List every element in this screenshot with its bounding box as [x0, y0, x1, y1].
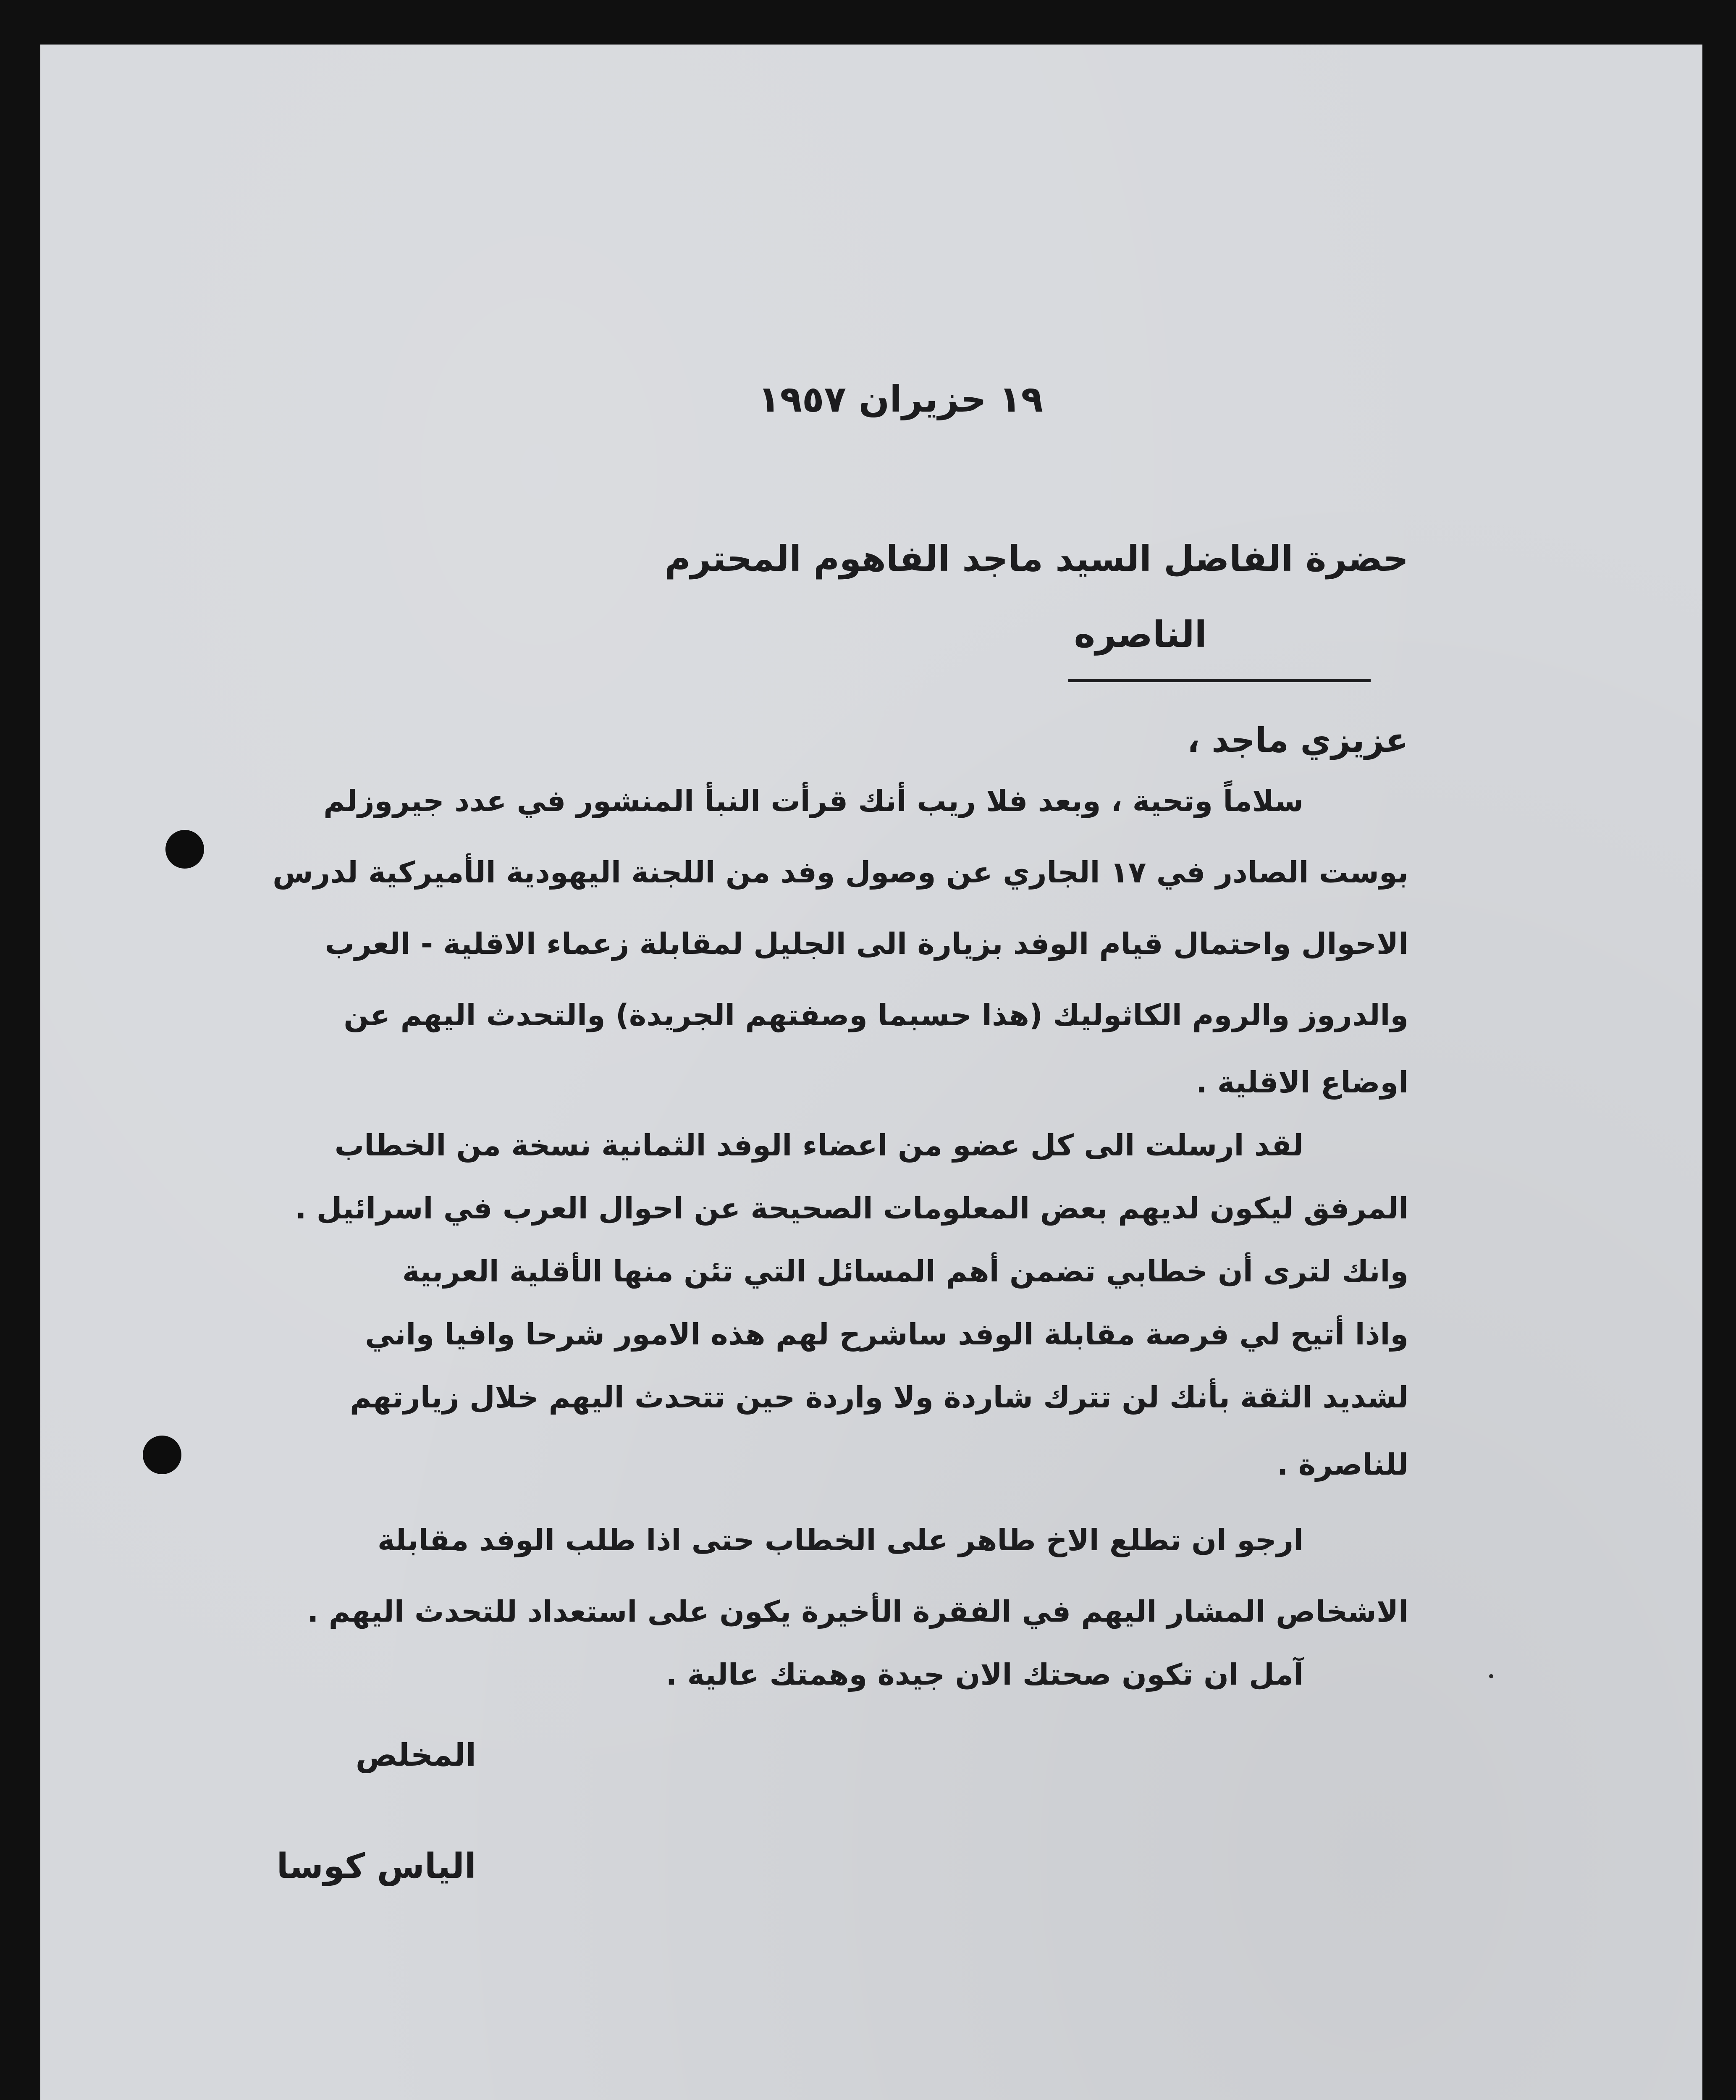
body-line: اوضاع الاقلية .	[1196, 1065, 1408, 1100]
body-line: واذا أتيح لي فرصة مقابلة الوفد ساشرح لهم هذه الامور شرحا وافيا واني	[365, 1317, 1408, 1352]
salutation: عزيزي ماجد ،	[1187, 721, 1408, 760]
recipient-city: الناصره	[1074, 614, 1207, 656]
body-line: لشديد الثقة بأنك لن تترك شاردة ولا واردة حين تتحدث اليهم خلال زيارتهم	[350, 1380, 1408, 1415]
body-line: لقد ارسلت الى كل عضو من اعضاء الوفد الثمانية نسخة من الخطاب	[334, 1128, 1303, 1163]
ink-speck	[1489, 1674, 1493, 1678]
signature: الياس كوسا	[276, 1846, 476, 1886]
punch-hole-top	[165, 830, 204, 869]
letter-date: ١٩ حزيران ١٩٥٧	[758, 378, 1043, 420]
punch-hole-bottom	[143, 1436, 181, 1474]
body-line: والدروز والروم الكاثوليك (هذا حسبما وصفتهم الجريدة) والتحدث اليهم عن	[344, 998, 1408, 1032]
city-underline	[1068, 679, 1371, 682]
body-line: للناصرة .	[1277, 1447, 1408, 1482]
recipient-line: حضرة الفاضل السيد ماجد الفاهوم المحترم	[664, 538, 1408, 579]
body-line: وانك لترى أن خطابي تضمن أهم المسائل التي تئن منها الأقلية العربية	[402, 1254, 1408, 1289]
body-line: آمل ان تكون صحتك الان جيدة وهمتك عالية .	[666, 1657, 1303, 1692]
body-line: الاشخاص المشار اليهم في الفقرة الأخيرة يكون على استعداد للتحدث اليهم .	[307, 1594, 1408, 1629]
body-line: ارجو ان تطلع الاخ طاهر على الخطاب حتى اذا طلب الوفد مقابلة	[377, 1523, 1303, 1557]
closing: المخلص	[355, 1737, 476, 1773]
body-line: المرفق ليكون لديهم بعض المعلومات الصحيحة عن احوال العرب في اسرائيل .	[295, 1191, 1408, 1226]
body-line: سلاماً وتحية ، وبعد فلا ريب أنك قرأت النبأ المنشور في عدد جيروزلم	[323, 784, 1303, 818]
letter-page	[40, 45, 1702, 2100]
body-line: بوست الصادر في ١٧ الجاري عن وصول وفد من اللجنة اليهودية الأميركية لدرس	[273, 855, 1408, 890]
body-line: الاحوال واحتمال قيام الوفد بزيارة الى الجليل لمقابلة زعماء الاقلية - العرب	[325, 927, 1408, 961]
